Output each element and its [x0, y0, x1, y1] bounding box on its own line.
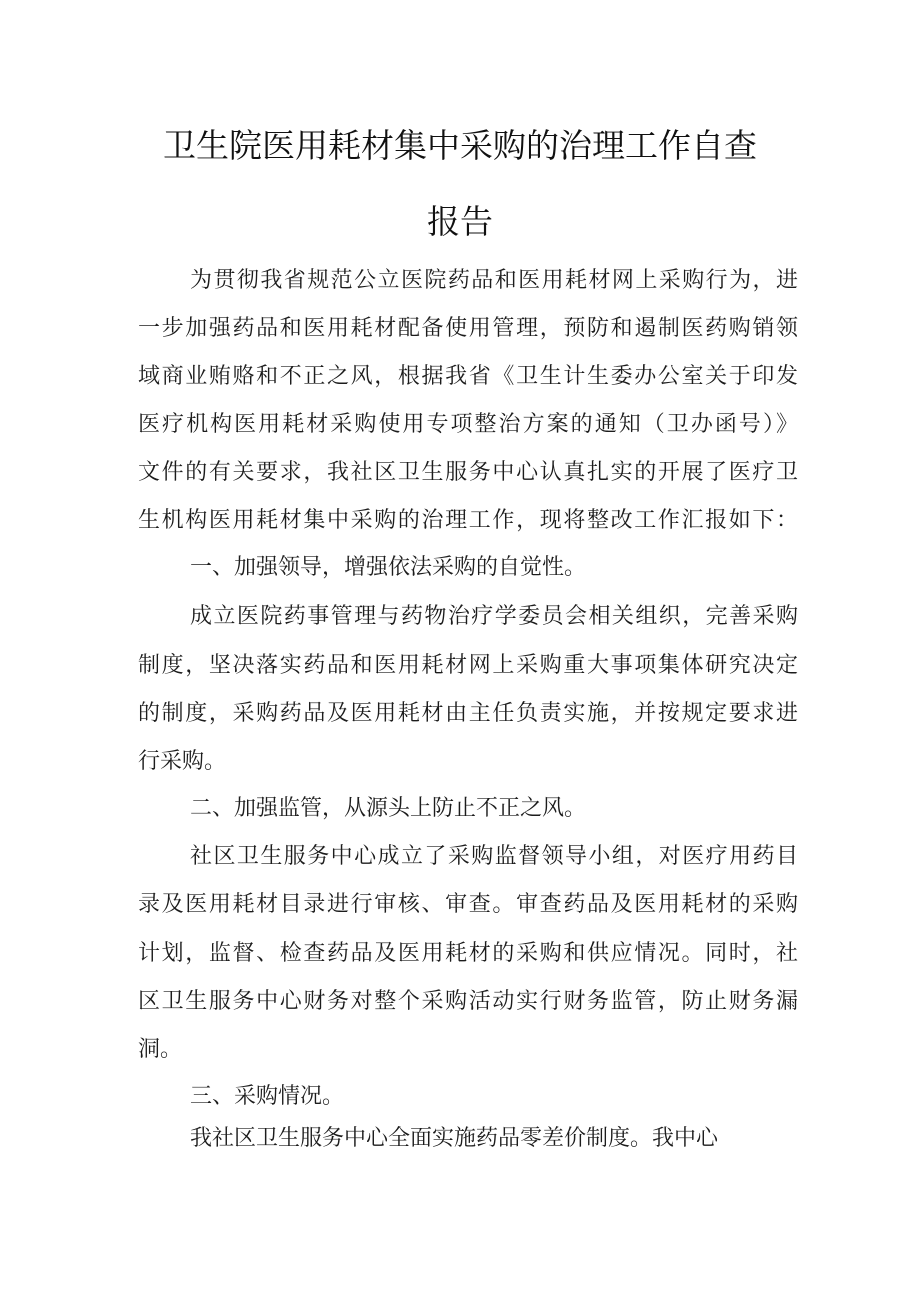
paragraph-2-line: 的制度，采购药品及医用耗材由主任负责实施，并按规定要求进 — [138, 701, 798, 726]
section-heading-1: 一、加强领导，增强依法采购的自觉性。 — [190, 555, 587, 580]
paragraph-3-line: 区卫生服务中心财务对整个采购活动实行财务监管，防止财务漏 — [138, 989, 798, 1014]
paragraph-2-line: 制度，坚决落实药品和医用耗材网上采购重大事项集体研究决定 — [138, 653, 798, 678]
paragraph-4-line: 我社区卫生服务中心全面实施药品零差价制度。我中心 — [190, 1126, 719, 1151]
paragraph-1-line: 域商业贿赂和不正之风，根据我省《卫生计生委办公室关于印发 — [138, 364, 798, 389]
paragraph-1-line: 医疗机构医用耗材采购使用专项整治方案的通知（卫办函号）》 — [138, 412, 798, 437]
paragraph-3-line: 录及医用耗材目录进行审核、审查。审查药品及医用耗材的采购 — [138, 892, 798, 917]
paragraph-2-line: 行采购。 — [138, 749, 227, 774]
paragraph-2-line: 成立医院药事管理与药物治疗学委员会相关组织，完善采购 — [190, 604, 798, 629]
paragraph-3-line: 洞。 — [138, 1037, 183, 1062]
section-heading-3: 三、采购情况。 — [190, 1084, 345, 1109]
document-title-line-2: 报告 — [427, 202, 493, 241]
paragraph-1-line: 文件的有关要求，我社区卫生服务中心认真扎实的开展了医疗卫 — [138, 460, 798, 485]
paragraph-1-line: 为贯彻我省规范公立医院药品和医用耗材网上采购行为，进 — [190, 268, 798, 293]
paragraph-1-line: 一步加强药品和医用耗材配备使用管理，预防和遏制医药购销领 — [138, 316, 798, 341]
section-heading-2: 二、加强监管，从源头上防止不正之风。 — [190, 796, 587, 821]
paragraph-3-line: 计划，监督、检查药品及医用耗材的采购和供应情况。同时，社 — [138, 941, 798, 966]
paragraph-3-line: 社区卫生服务中心成立了采购监督领导小组，对医疗用药目 — [190, 844, 798, 869]
document-title-line-1: 卫生院医用耗材集中采购的治理工作自查 — [163, 126, 757, 165]
paragraph-1-line: 生机构医用耗材集中采购的治理工作，现将整改工作汇报如下： — [138, 508, 798, 533]
